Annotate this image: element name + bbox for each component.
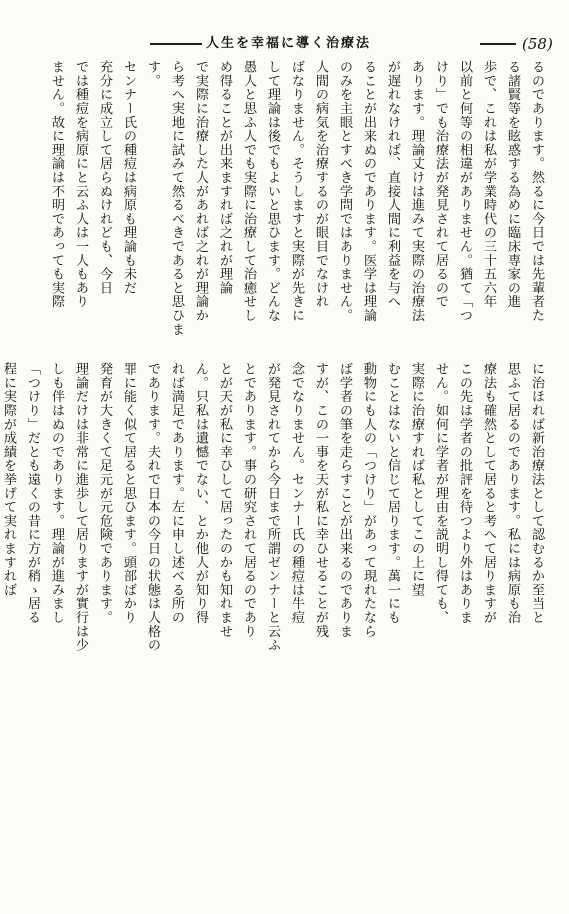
text-line: けり」でも治療法が発見されて居るので [433, 60, 448, 309]
text-line: 程に実際が成績を挙げて実れますれば [1, 362, 16, 597]
text-line: 念でなりません。センナー氏の種痘は牛痘 [289, 362, 304, 625]
text-line: 動物にも人の「つけり」があって現れたなら [361, 362, 376, 638]
upper-text-block [18, 60, 548, 355]
text-line: 充分に成立して居らぬけれども、今日 [97, 60, 112, 295]
text-line: に治ほれば新治療法として認むるか至当と [529, 362, 544, 625]
text-line: ません。故に理論は不明であっても実際 [49, 60, 64, 309]
text-line: ることが出来ぬのであります。医学は理論 [361, 60, 376, 323]
text-line: ん。只私は遺憾でない、とか他人が知り得 [193, 362, 208, 625]
text-line: ば学者の筆を走らすことが出来るのでありま [337, 362, 352, 638]
text-line: 歩で、これは私が学業時代の三十五六年 [481, 60, 496, 309]
text-line: しも伴はぬのであります。理論が進みまし [49, 362, 64, 625]
text-line: この先は学者の批評を待つより外はありま [457, 362, 472, 625]
text-line: れば満足であります。左に申し述べる所の [169, 362, 184, 625]
text-line: す。 [145, 60, 160, 88]
text-line: せん。如何に学者が理由を説明し得ても、 [433, 362, 448, 625]
text-line: るのであります。然るに今日では先輩者た [529, 60, 544, 323]
text-line: センナー氏の種痘は病原も理論も未だ [121, 60, 136, 295]
text-line: る諸賢等を眩惑する為めに臨床専家の進 [505, 60, 520, 309]
text-line: あります。理論丈けは進みて実際の治療法 [409, 60, 424, 323]
text-line: 思ふて居るのであります。私には病原も治 [505, 362, 520, 625]
text-line: すが、この一事を天が私に幸ひせることが残 [313, 362, 328, 638]
text-line: が発見されてから今日まで所謂ゼンナーと云ふ [265, 362, 280, 652]
text-line: が遅れなければ、直接人間に利益を与へ [385, 60, 400, 309]
text-line: とであります。事の研究されて居るのであり [241, 362, 256, 638]
header-rule-left [150, 43, 202, 45]
text-line: 以前と何等の相違がありません。猶て「つ [457, 60, 472, 323]
text-line: 罪に能く似て居ると思ひます。頭部ばかり [121, 362, 136, 625]
text-line: ら考へ実地に試みて然るべきであると思ひま [169, 60, 184, 336]
running-header [150, 33, 553, 55]
text-line: 発育が大きくて足元が元危険であります。 [97, 362, 112, 625]
text-line: では種痘を病原にと云ふ人は一人もあり [73, 60, 88, 309]
text-line: 実際に治療すれば私としてこの上に望 [409, 362, 424, 597]
text-line: で実際に治療した人があれば之れが理論か [193, 60, 208, 323]
text-line: 療法も確然として居ると考へて居りますが [481, 362, 496, 625]
text-line: 理論だけは非常に進歩して居りますが實行は少 [73, 362, 88, 652]
text-line: のみを主眼とすべき学問ではありません。 [337, 60, 352, 323]
text-line: め得ることが出来ますれば之れが理論 [217, 60, 232, 295]
text-line: して理論は後でもよいと思ひます。どんな [265, 60, 280, 323]
text-line: であります。夫れで日本の今日の状態は人格の [145, 362, 160, 652]
header-rule-right [480, 43, 516, 45]
text-line: ばなりません。そうしますと実際が先きに [289, 60, 304, 323]
text-line: 人間の病気を治療するのが眼目でなけれ [313, 60, 328, 309]
header-title: 人生を幸福に導く治療法 [206, 36, 372, 51]
text-line: 愚人と思ふ人でも実際に治療して治癒せし [241, 60, 256, 323]
text-line: 「つけり」だとも遠くの昔に方が稍ゝ居る [25, 362, 40, 625]
text-line: とが天が私に幸ひして居ったのかも知れませ [217, 362, 232, 638]
lower-text-block [1, 362, 548, 902]
text-line: むことはないと信じて居ります。萬一にも [385, 362, 400, 625]
page-number: (58) [522, 35, 553, 53]
